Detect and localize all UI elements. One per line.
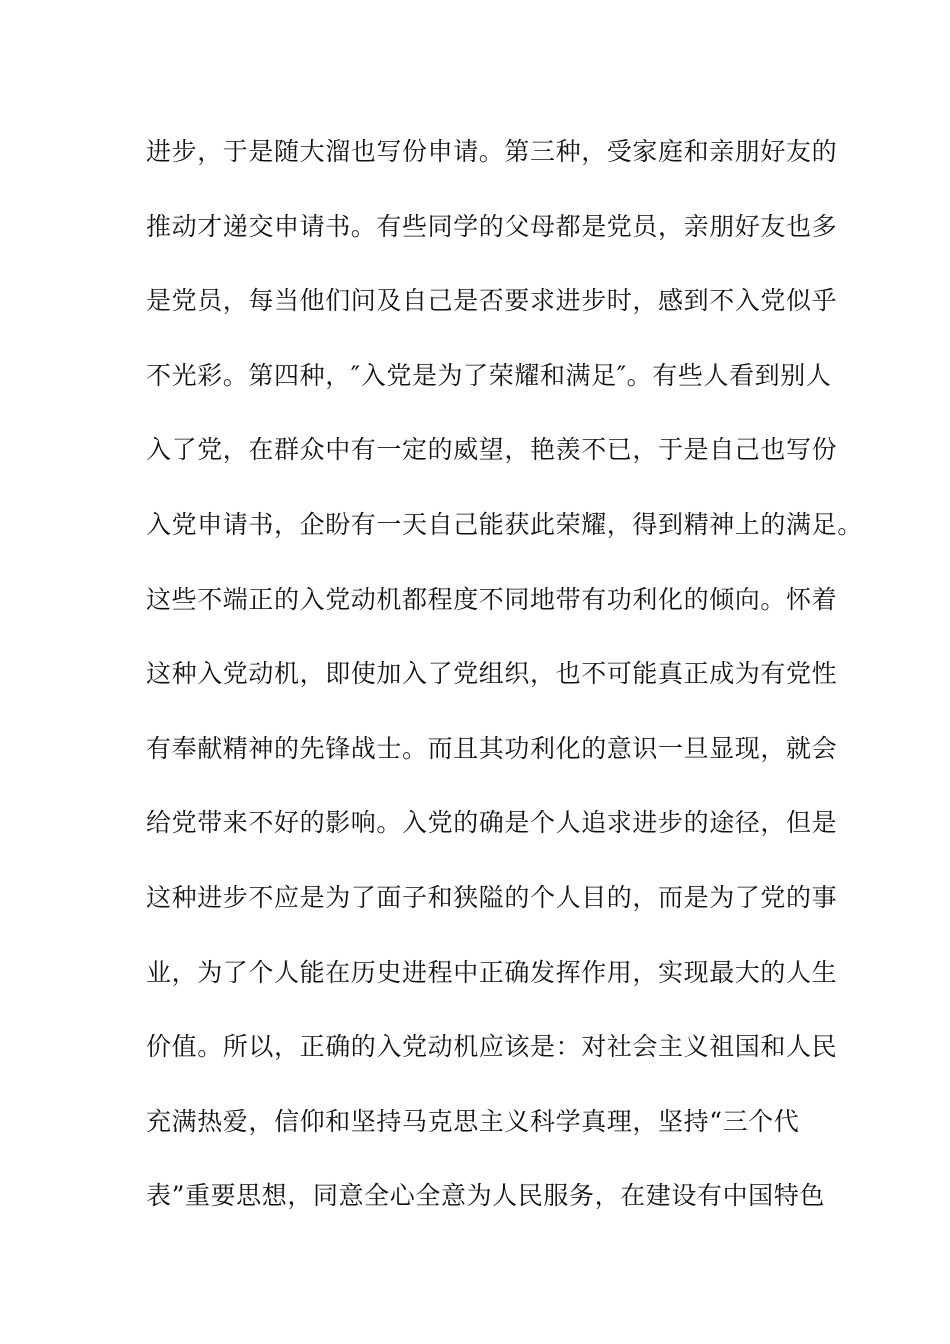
text-line: 不光彩。第四种，″入党是为了荣耀和满足″。有些人看到别人 (146, 360, 832, 390)
text-line: 充满热爱，信仰和坚持马克思主义科学真理，坚持“三个代 (146, 1106, 800, 1136)
text-line: 有奉献精神的先锋战士。而且其功利化的意识一旦显现，就会 (146, 733, 838, 763)
text-line: 这种进步不应是为了面子和狭隘的个人目的，而是为了党的事 (146, 882, 838, 912)
text-line: 入了党，在群众中有一定的威望，艳羡不已，于是自己也写份 (146, 435, 838, 465)
text-line: 是党员，每当他们问及自己是否要求进步时，感到不入党似乎 (146, 286, 838, 316)
text-line: 进步，于是随大溜也写份申请。第三种，受家庭和亲朋好友的 (146, 137, 838, 166)
text-line: 推动才递交申请书。有些同学的父母都是党员，亲朋好友也多 (146, 211, 838, 241)
text-line: 价值。所以，正确的入党动机应该是：对社会主义祖国和人民 (146, 1032, 838, 1062)
text-line: 业，为了个人能在历史进程中正确发挥作用，实现最大的人生 (146, 957, 838, 987)
text-line: 这种入党动机，即使加入了党组织，也不可能真正成为有党性 (146, 659, 838, 689)
text-line: 这些不端正的入党动机都程度不同地带有功利化的倾向。怀着 (146, 584, 838, 614)
text-line: 给党带来不好的影响。入党的确是个人追求进步的途径，但是 (146, 808, 838, 838)
body-text (146, 128, 863, 1247)
text-line: 表”重要思想，同意全心全意为人民服务，在建设有中国特色 (146, 1181, 825, 1211)
text-line: 入党申请书，企盼有一天自己能获此荣耀，得到精神上的满足。 (146, 509, 863, 539)
